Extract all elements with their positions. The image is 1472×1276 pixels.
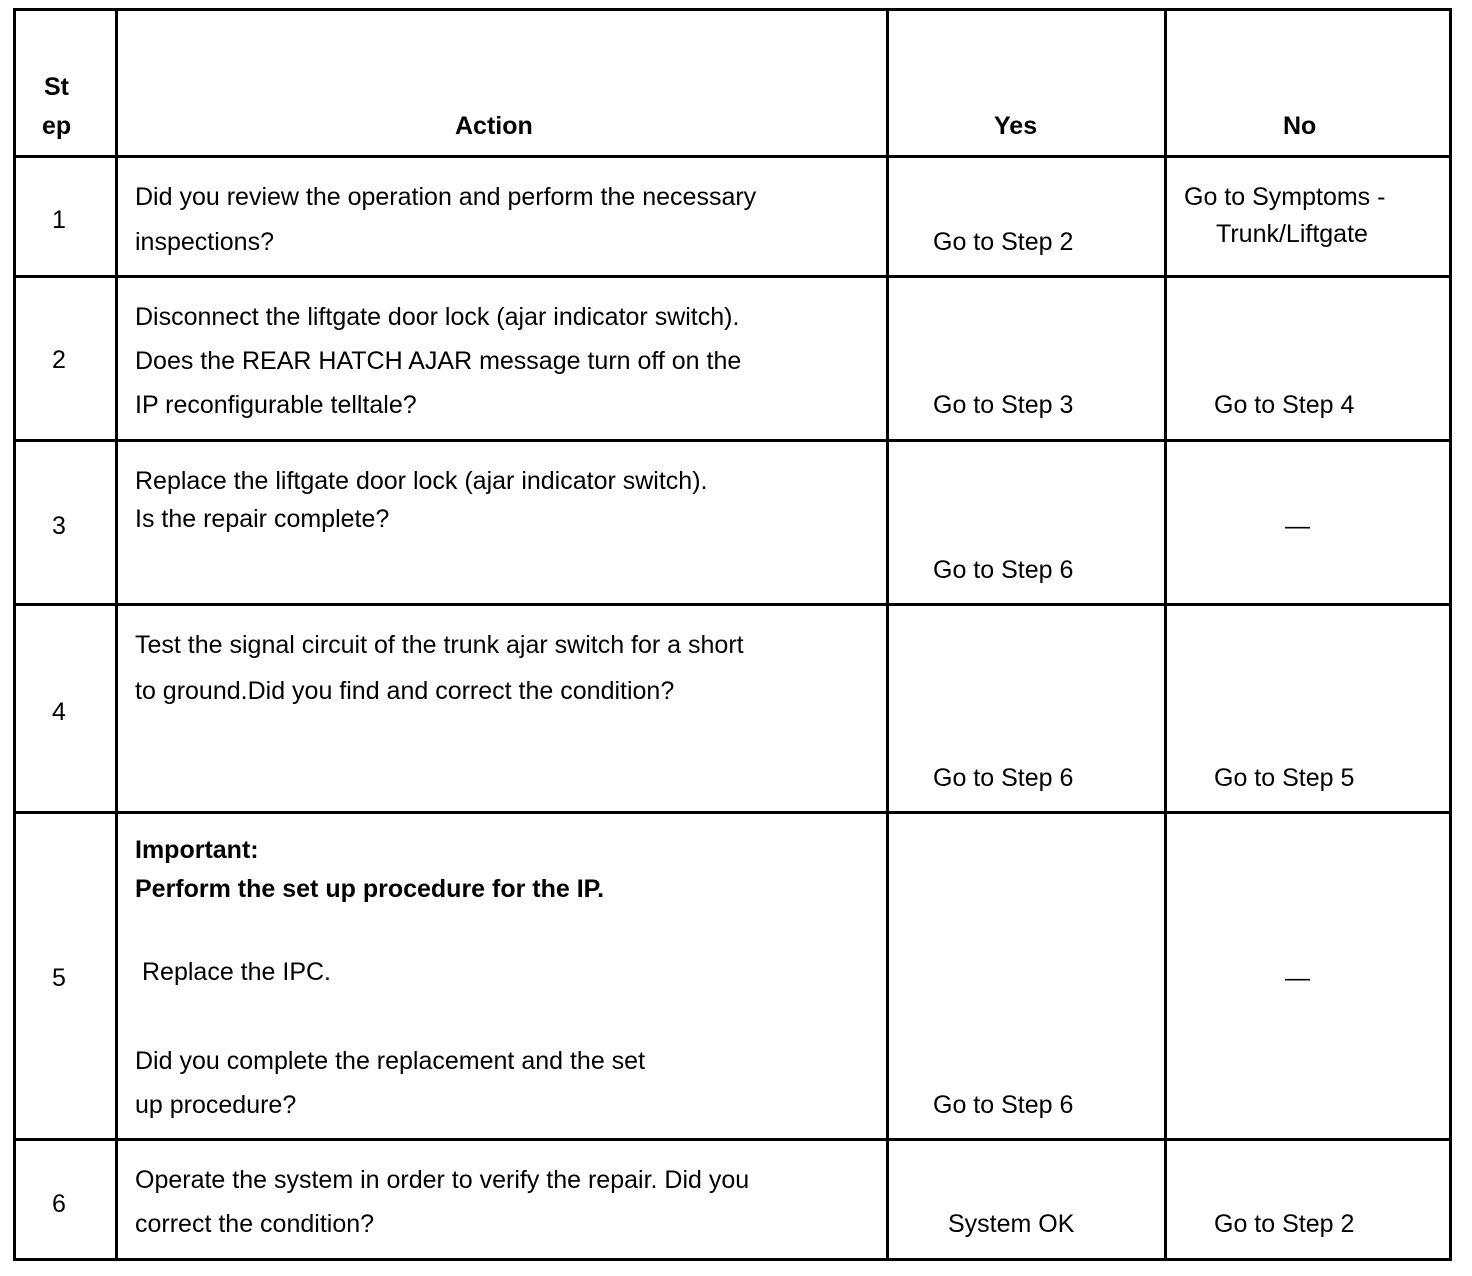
action-cell [117,277,888,441]
header-yes-label: Yes [994,112,1038,140]
action-cell [117,441,888,605]
important-label: Important: [135,836,259,864]
action-line: Replace the IPC. [142,958,331,986]
no-result: Go to Step 5 [1214,764,1355,792]
table-row [15,813,1451,1140]
important-text: Perform the set up procedure for the IP. [135,875,605,903]
no-cell [1166,813,1451,1140]
yes-cell [888,605,1166,813]
table-row [15,441,1451,605]
table-row [15,157,1451,277]
step-cell [15,813,117,1140]
action-line: to ground.Did you find and correct the condition? [135,677,675,705]
no-cell [1166,441,1451,605]
yes-cell [888,157,1166,277]
action-line: correct the condition? [135,1210,375,1238]
action-line: Replace the liftgate door lock (ajar indicator switch). [135,467,708,495]
action-line: Operate the system in order to verify the repair. Did you [135,1166,750,1194]
yes-cell [888,441,1166,605]
no-cell [1166,605,1451,813]
step-cell [15,157,117,277]
table-row [15,277,1451,441]
action-line: Test the signal circuit of the trunk ajar switch for a short [135,631,744,659]
step-cell [15,1140,117,1260]
no-cell [1166,1140,1451,1260]
header-action-label: Action [455,112,533,140]
no-cell [1166,157,1451,277]
no-result-line2: Trunk/Liftgate [1216,220,1368,248]
action-cell [117,157,888,277]
action-line: up procedure? [135,1091,297,1119]
action-line: Did you review the operation and perform the necessary [135,183,757,211]
header-yes [888,10,1166,157]
yes-cell [888,1140,1166,1260]
step-cell [15,277,117,441]
table-row [15,1140,1451,1260]
step-number: 2 [52,346,66,374]
step-number: 4 [52,698,66,726]
yes-result: Go to Step 6 [933,764,1074,792]
header-row [15,10,1451,157]
table-row [15,605,1451,813]
step-cell [15,605,117,813]
step-number: 1 [52,206,66,234]
no-cell [1166,277,1451,441]
yes-result: Go to Step 6 [933,556,1074,584]
yes-result: Go to Step 2 [933,228,1074,256]
yes-cell [888,277,1166,441]
header-no [1166,10,1451,157]
step-cell [15,441,117,605]
action-line: Is the repair complete? [135,505,390,533]
step-number: 3 [52,512,66,540]
yes-result: Go to Step 3 [933,391,1074,419]
yes-cell [888,813,1166,1140]
action-line: Does the REAR HATCH AJAR message turn off on the [135,347,742,375]
action-line: inspections? [135,228,274,256]
no-result: Go to Step 2 [1214,1210,1355,1238]
no-result-line1: Go to Symptoms - [1184,183,1386,211]
no-result: — [1285,964,1310,992]
header-step-line2: ep [42,112,72,140]
header-no-label: No [1283,112,1317,140]
diagnostic-table [13,8,1452,1261]
yes-result: Go to Step 6 [933,1091,1074,1119]
step-number: 5 [52,964,66,992]
action-line: IP reconfigurable telltale? [135,391,417,419]
no-result: Go to Step 4 [1214,391,1355,419]
no-result: — [1285,512,1310,540]
header-action [117,10,888,157]
yes-result: System OK [948,1210,1075,1238]
action-line: Did you complete the replacement and the set [135,1047,646,1075]
action-cell [117,813,888,1140]
header-step-line1: St [44,73,69,101]
action-cell [117,1140,888,1260]
step-number: 6 [52,1190,66,1218]
header-step [15,10,117,157]
action-cell [117,605,888,813]
action-line: Disconnect the liftgate door lock (ajar indicator switch). [135,303,740,331]
